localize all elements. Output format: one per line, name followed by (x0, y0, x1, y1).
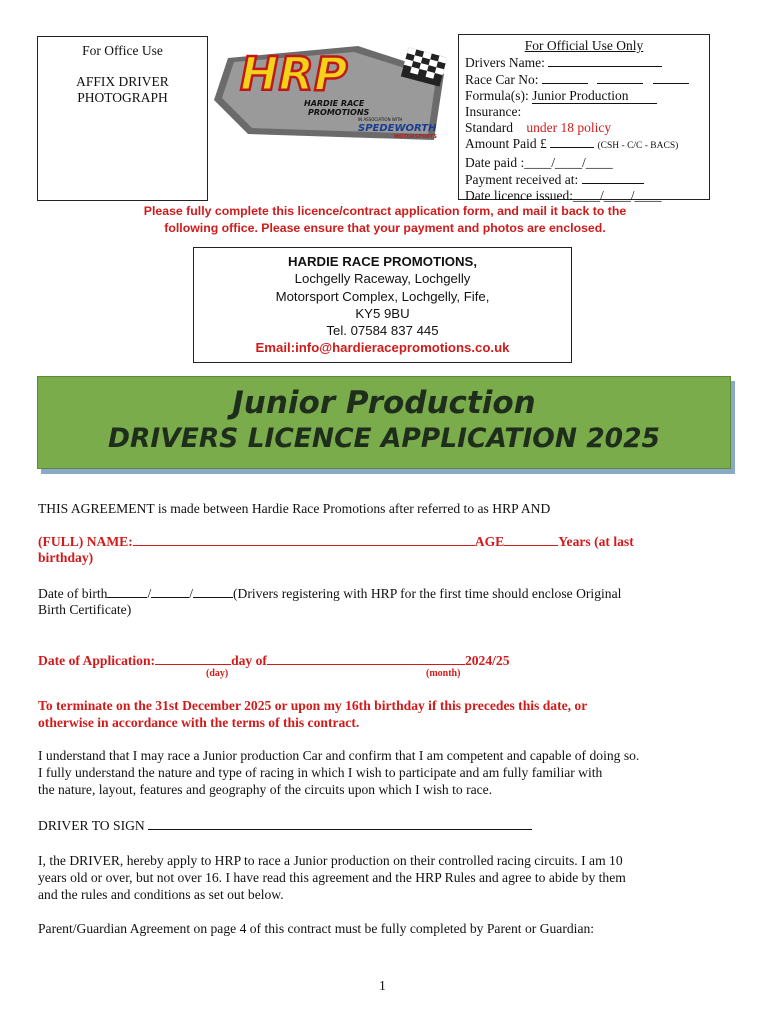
age-label: AGE (474, 534, 505, 549)
termination-line-2: otherwise in accordance with the terms of this contract. (38, 715, 360, 730)
address-line-2: Motorsport Complex, Lochgelly, Fife, (275, 288, 490, 304)
formula-label: Formula(s): (465, 87, 529, 103)
birthday-label: birthday) (38, 550, 94, 565)
drivers-name-label: Drivers Name: (465, 54, 545, 70)
hrp-logo (208, 40, 454, 150)
application-date-row (38, 651, 738, 669)
photograph-text: PHOTOGRAPH (77, 90, 168, 105)
address-line-1: Lochgelly Raceway, Lochgelly (294, 271, 471, 287)
agreement-text: THIS AGREEMENT is made between Hardie Race Promotions after referred to as HRP AND (38, 501, 551, 516)
payment-received-label: Payment received at: (465, 172, 579, 188)
amount-payment-methods: (CSH - C/C - BACS) (597, 141, 679, 152)
understand-line-1: I understand that I may race a Junior production Car and confirm that I am competent and capable of doing so. (38, 748, 640, 763)
dob-label: Date of birth (38, 586, 108, 601)
logo-sub5-text: IN ASSOCIATION WITH (358, 117, 403, 122)
month-sublabel: (month) (426, 668, 461, 679)
application-year: 2024/25 (464, 653, 510, 668)
full-name-label: (FULL) NAME: (38, 534, 133, 549)
logo-sub1-text: HARDIE RACE (304, 99, 365, 108)
understand-line-2: I fully understand the nature and type of racing in which I wish to participate and am fully familiar with (38, 765, 603, 780)
notice-line-2: following office. Please ensure that your payment and photos are enclosed. (164, 221, 606, 235)
date-paid-label: Date paid :____/____/____ (465, 155, 613, 171)
standard-row (465, 120, 709, 136)
application-month-field[interactable] (267, 651, 465, 665)
photo-box-label: For Office Use (82, 43, 163, 58)
telephone: Tel. 07584 837 445 (326, 323, 439, 339)
instructions-notice (60, 203, 710, 237)
company-name: HARDIE RACE PROMOTIONS, (287, 254, 478, 269)
title-banner (37, 376, 731, 469)
banner-subtitle: DRIVERS LICENCE APPLICATION 2025 (108, 423, 660, 454)
logo-sub2-text: PROMOTIONS (308, 108, 370, 117)
parent-guardian-note: Parent/Guardian Agreement on page 4 of this contract must be fully completed by Parent or Guardian: (38, 921, 595, 936)
race-car-no-field-3[interactable] (653, 71, 689, 84)
payment-received-field[interactable] (582, 171, 644, 184)
dob-day-field[interactable] (107, 584, 147, 598)
insurance-label: Insurance: (465, 103, 522, 119)
amount-paid-row (465, 135, 709, 155)
standard-value: under 18 policy (526, 119, 612, 135)
race-car-no-row (465, 71, 709, 88)
application-date-label: Date of Application: (38, 653, 156, 668)
official-use-title: For Official Use Only (524, 38, 644, 53)
termination-line-1: To terminate on the 31st December 2025 or upon my 16th birthday if this precedes this date, or (38, 698, 588, 713)
official-use-box (458, 34, 710, 204)
formula-row (465, 88, 709, 104)
dob-year-field[interactable] (193, 584, 233, 598)
amount-paid-field[interactable] (550, 135, 594, 148)
years-label: Years (at last (558, 534, 634, 549)
race-car-no-label: Race Car No: (465, 71, 539, 87)
apply-line-3: and the rules and conditions as set out below. (38, 887, 284, 902)
page-number: 1 (379, 978, 386, 993)
application-day-field[interactable] (155, 651, 231, 665)
dob-row (38, 584, 738, 602)
logo-main-text: HRP (240, 47, 348, 101)
understand-line-3: the nature, layout, features and geography of the circuits upon which I wish to race. (38, 782, 493, 797)
dob-separator-2: / (189, 586, 194, 601)
banner-title: Junior Production (232, 385, 536, 421)
apply-line-1: I, the DRIVER, hereby apply to HRP to race a Junior production on their controlled racing circuits. I am 10 (38, 853, 623, 868)
standard-label: Standard (465, 119, 513, 135)
race-car-no-field-2[interactable] (597, 71, 643, 84)
driver-sign-row (38, 816, 738, 834)
address-postcode: KY5 9BU (355, 305, 410, 321)
day-of-label: day of (231, 653, 267, 668)
logo-sub4-text: MOTORSPORTS (394, 134, 437, 140)
age-field[interactable] (504, 532, 558, 546)
formula-value: Junior Production (532, 88, 656, 104)
photo-box (37, 36, 208, 201)
date-licence-label: Date licence issued:____/____/____ (465, 188, 662, 204)
dob-note-continued: Birth Certificate) (38, 602, 132, 617)
driver-sign-label: DRIVER TO SIGN (38, 818, 145, 833)
dob-separator-1: / (147, 586, 152, 601)
notice-line-1: Please fully complete this licence/contract application form, and mail it back to the (143, 204, 627, 218)
affix-driver-text: AFFIX DRIVER (76, 74, 169, 89)
payment-received-row (465, 171, 709, 188)
email-link[interactable]: Email:info@hardieracepromotions.co.uk (255, 340, 510, 356)
dob-month-field[interactable] (151, 584, 189, 598)
race-car-no-field-1[interactable] (542, 71, 588, 84)
drivers-name-field[interactable] (548, 54, 662, 67)
address-box (193, 247, 572, 363)
drivers-name-row (465, 54, 709, 71)
day-sublabel: (day) (206, 668, 229, 679)
amount-paid-label: Amount Paid £ (465, 136, 547, 152)
driver-signature-field[interactable] (148, 816, 532, 830)
dob-note: (Drivers registering with HRP for the first time should enclose Original (233, 586, 622, 601)
apply-line-2: years old or over, but not over 16. I have read this agreement and the HRP Rules and agree to abide by them (38, 870, 626, 885)
logo-sub3-text: SPEDEWORTH (358, 123, 437, 134)
full-name-field[interactable] (133, 532, 475, 546)
full-name-row (38, 532, 738, 550)
